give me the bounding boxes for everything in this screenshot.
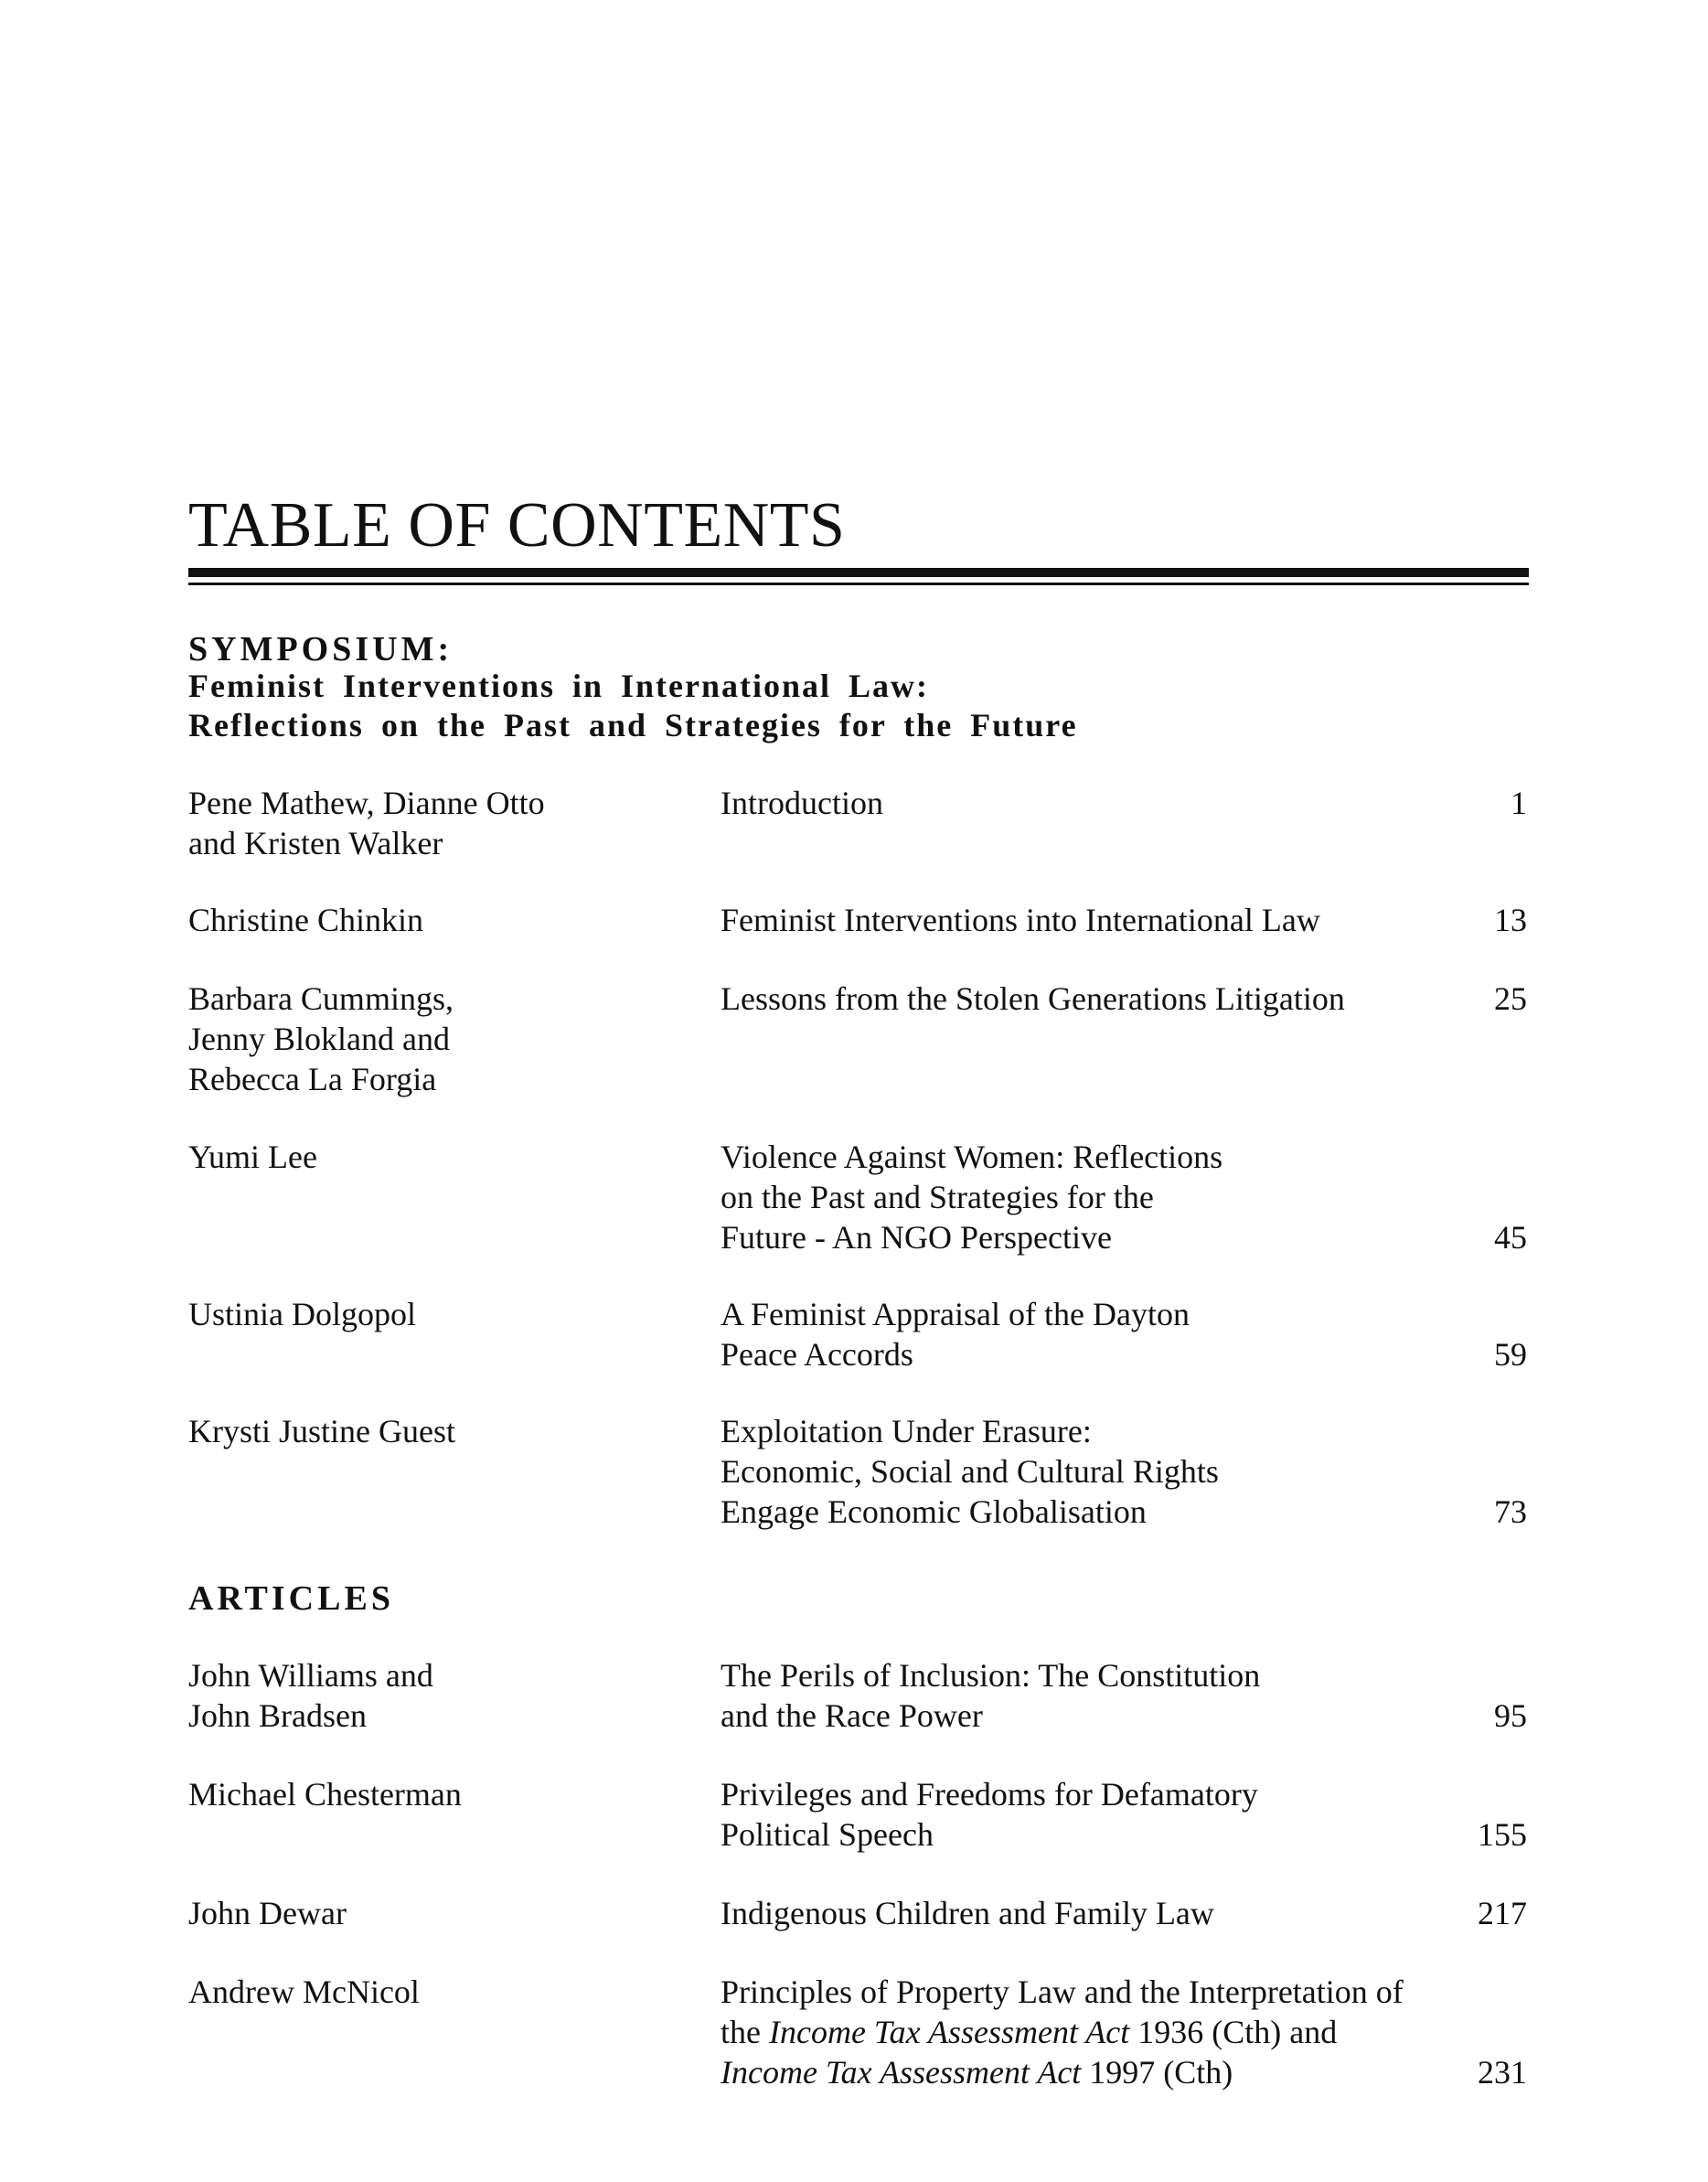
entry-title: [721, 1774, 1489, 1855]
articles-label: ARTICLES: [188, 1579, 394, 1618]
entry-page: 73: [1494, 1493, 1527, 1530]
entry-title: [721, 783, 1489, 823]
title-rule-thick: [188, 568, 1529, 577]
entry-title: [721, 1411, 1489, 1532]
title-line: Political Speech: [721, 1816, 934, 1853]
entry-title: [721, 1972, 1489, 2092]
author-line: John Dewar: [188, 1895, 347, 1931]
entry-page: 45: [1494, 1219, 1527, 1256]
author-line: Jenny Blokland and: [188, 1021, 450, 1057]
entry-title: [721, 900, 1489, 940]
title-line: Lessons from the Stolen Generations Litigation: [721, 980, 1345, 1017]
entry-page: 231: [1478, 2054, 1527, 2091]
title-line: Future - An NGO Perspective: [721, 1219, 1112, 1256]
symposium-label: SYMPOSIUM:: [188, 630, 454, 669]
title-line: on the Past and Strategies for the: [721, 1179, 1154, 1215]
author-line: Barbara Cummings,: [188, 980, 454, 1017]
title-line: Privileges and Freedoms for Defamatory: [721, 1776, 1258, 1813]
entry-author: [188, 1655, 682, 1736]
author-line: Michael Chesterman: [188, 1776, 462, 1813]
author-line: John Bradsen: [188, 1697, 367, 1734]
author-line: Ustinia Dolgopol: [188, 1296, 416, 1332]
entry-title: [721, 1294, 1489, 1374]
entry-title: [721, 1137, 1489, 1257]
author-line: Krysti Justine Guest: [188, 1413, 455, 1449]
entry-page: 13: [1494, 902, 1527, 938]
statute-name: Income Tax Assessment Act: [768, 2014, 1130, 2050]
author-line: Andrew McNicol: [188, 1973, 420, 2010]
title-line: Exploitation Under Erasure:: [721, 1413, 1092, 1449]
entry-author: [188, 1972, 682, 2012]
entry-author: [188, 900, 682, 940]
title-line: Engage Economic Globalisation: [721, 1493, 1147, 1530]
entry-author: [188, 1294, 682, 1334]
title-line: and the Race Power: [721, 1697, 983, 1734]
entry-author: [188, 1137, 682, 1177]
entry-title: [721, 1893, 1489, 1933]
entry-author: [188, 1411, 682, 1451]
author-line: John Williams and: [188, 1657, 433, 1694]
author-line: Yumi Lee: [188, 1139, 317, 1175]
title-text: 1936 (Cth) and: [1129, 2014, 1338, 2050]
symposium-subtitle-line: Reflections on the Past and Strategies for the Future: [188, 707, 1078, 743]
entry-author: [188, 783, 682, 863]
title-line: Economic, Social and Cultural Rights: [721, 1453, 1219, 1490]
entry-page: 155: [1478, 1816, 1527, 1853]
page-title: TABLE OF CONTENTS: [188, 490, 846, 561]
entry-page: 25: [1494, 980, 1527, 1017]
entry-page: 95: [1494, 1697, 1527, 1734]
title-line: Violence Against Women: Reflections: [721, 1139, 1223, 1175]
title-line: Principles of Property Law and the Interpretation of: [721, 1973, 1404, 2010]
author-line: and Kristen Walker: [188, 825, 443, 861]
entry-title: [721, 979, 1489, 1019]
author-line: Rebecca La Forgia: [188, 1061, 437, 1097]
entry-page: 59: [1494, 1336, 1527, 1373]
title-line: Indigenous Children and Family Law: [721, 1895, 1214, 1931]
title-line: Feminist Interventions into International Law: [721, 902, 1320, 938]
title-line: [721, 2052, 1489, 2092]
title-line: Introduction: [721, 785, 883, 821]
title-rule-thin: [188, 583, 1529, 585]
entry-author: [188, 1893, 682, 1933]
entry-author: [188, 979, 682, 1099]
title-line: Peace Accords: [721, 1336, 913, 1373]
title-line: [721, 2012, 1489, 2052]
title-line: The Perils of Inclusion: The Constitution: [721, 1657, 1261, 1694]
entry-page: 1: [1511, 785, 1527, 821]
title-line: A Feminist Appraisal of the Dayton: [721, 1296, 1190, 1332]
symposium-subtitle-line: Feminist Interventions in International Law:: [188, 668, 930, 704]
entry-author: [188, 1774, 682, 1814]
title-text: 1997 (Cth): [1081, 2054, 1233, 2091]
author-line: Pene Mathew, Dianne Otto: [188, 785, 545, 821]
entry-title: [721, 1655, 1489, 1736]
author-line: Christine Chinkin: [188, 902, 424, 938]
entry-page: 217: [1478, 1895, 1527, 1931]
statute-name: Income Tax Assessment Act: [721, 2054, 1082, 2091]
title-text: the: [721, 2014, 769, 2050]
